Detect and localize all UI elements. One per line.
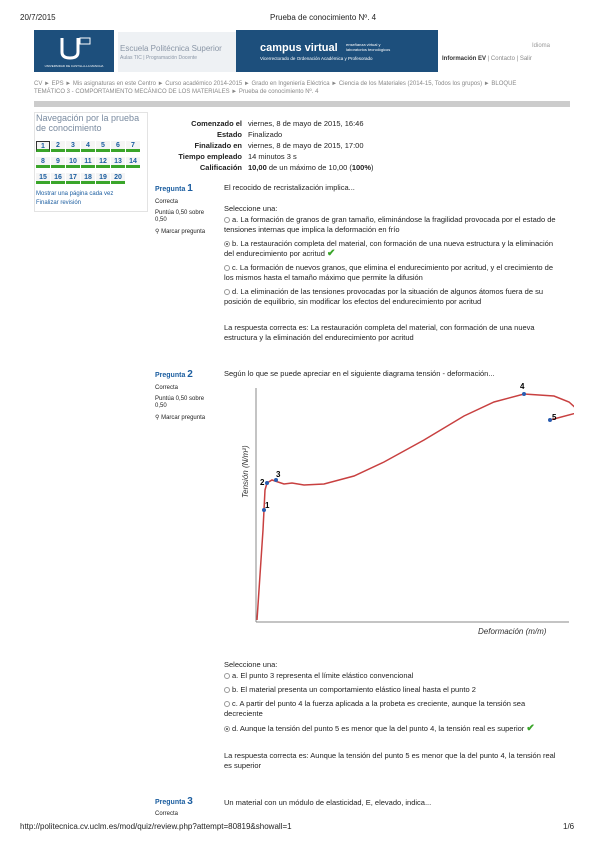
summary-label-state: Estado [216, 130, 242, 139]
summary-label-started: Comenzado el [191, 119, 242, 128]
point-label-1: 1 [265, 501, 270, 510]
question-1-number: 1 [187, 183, 193, 194]
breadcrumb-divider [34, 101, 570, 107]
question-2-title [155, 369, 215, 380]
question-3-status: Correcta [155, 811, 179, 817]
school-banner[interactable] [118, 32, 236, 72]
point-label-3: 3 [276, 470, 281, 479]
nav-question-8[interactable]: 8 [36, 157, 50, 168]
nav-question-17[interactable]: 17 [66, 173, 80, 184]
campus-virtual-banner[interactable] [236, 30, 438, 72]
cv-sub1: enseñanza virtual y [346, 42, 381, 47]
summary-label-grade: Calificación [199, 163, 242, 172]
logo-text: UNIVERSIDAD DE CASTILLA-LA MANCHA [44, 64, 104, 68]
summary-value-started: viernes, 8 de mayo de 2015, 16:46 [248, 119, 364, 128]
nav-question-14[interactable]: 14 [126, 157, 140, 168]
question-1-option-b[interactable] [224, 239, 564, 258]
radio-icon[interactable] [224, 217, 230, 223]
point-label-5: 5 [552, 413, 557, 422]
question-1-label: Pregunta [155, 186, 186, 193]
radio-selected-icon[interactable] [224, 241, 230, 247]
flag-icon: ⚲ [155, 229, 160, 235]
y-axis-label: Tensión (N/m²) [241, 445, 250, 498]
question-3-number: 3 [187, 796, 193, 807]
question-1-select: Seleccione una: [224, 204, 278, 213]
question-2-option-a-text: a. El punto 3 representa el límite elástico convencional [232, 671, 414, 680]
language-link[interactable]: Idioma [532, 43, 551, 49]
school-sub: Aulas TIC | Programación Docente [120, 55, 198, 61]
question-1-option-a[interactable] [224, 215, 564, 234]
question-2-option-b-text: b. El material presenta un comportamiento elástico lineal hasta el punto 2 [232, 685, 476, 694]
grade-close: ) [371, 163, 374, 172]
question-2-option-d-text: d. Aunque la tensión del punto 5 es menor que la del punto 4, la tensión real es superior [232, 724, 525, 733]
point-marker-2 [265, 481, 269, 485]
radio-icon[interactable] [224, 289, 230, 295]
nav-question-2[interactable]: 2 [51, 141, 65, 152]
question-2-feedback: La respuesta correcta es: Aunque la tensión del punto 5 es menor que la del punto 4, la tensión real es superior [224, 751, 556, 770]
stress-strain-curve [257, 394, 574, 620]
nav-question-4[interactable]: 4 [81, 141, 95, 152]
radio-icon[interactable] [224, 673, 230, 679]
nav-question-16[interactable]: 16 [51, 173, 65, 184]
question-1-title [155, 183, 215, 194]
print-title: Prueba de conocimiento Nº. 4 [270, 13, 377, 22]
radio-selected-icon[interactable] [224, 726, 230, 732]
radio-icon[interactable] [224, 265, 230, 271]
question-2-label: Pregunta [155, 372, 186, 379]
summary-label-time: Tiempo empleado [178, 152, 242, 161]
question-2-info [155, 369, 215, 422]
question-1-flag-label: Marcar pregunta [161, 229, 206, 235]
salir-link[interactable]: Salir [519, 56, 532, 62]
check-icon: ✔ [526, 723, 535, 734]
cv-title: campus virtual [260, 42, 338, 54]
question-1-option-a-text: a. La formación de granos de gran tamaño, eliminándose la fragilidad provocada por el estado de tensiones internas que implica la deformación en frío [224, 215, 556, 234]
breadcrumb[interactable] [34, 80, 570, 96]
nav-question-12[interactable]: 12 [96, 157, 110, 168]
summary-value-state: Finalizado [248, 130, 283, 139]
question-1-option-d[interactable] [224, 287, 564, 306]
quiz-navigation-title: Navegación por la prueba de conocimiento [36, 113, 140, 133]
question-3-title [155, 796, 215, 807]
question-2-option-c-text: c. A partir del punto 4 la fuerza aplicada a la probeta es creciente, aunque la tensión sea decreciente [224, 699, 526, 718]
question-2-score: Puntúa 0,50 sobre 0,50 [155, 396, 205, 409]
question-2-status: Correcta [155, 385, 179, 391]
nav-question-1[interactable]: 1 [36, 141, 50, 152]
radio-icon[interactable] [224, 701, 230, 707]
cv-line: Vicerrectorado de Ordenación Académica y Profesorado [260, 56, 373, 61]
question-2-number: 2 [187, 369, 193, 380]
page-number: 1/6 [563, 822, 575, 831]
top-links: Información EV | Contacto | Salir [442, 56, 532, 62]
summary-value-finished: viernes, 8 de mayo de 2015, 17:00 [248, 141, 364, 150]
nav-question-11[interactable]: 11 [81, 157, 95, 168]
nav-question-20[interactable]: 20 [111, 173, 125, 184]
nav-question-10[interactable]: 10 [66, 157, 80, 168]
question-1-option-b-text: b. La restauración completa del material, con formación de una nueva estructura y la eliminación del endurecimiento por acritud [224, 239, 554, 258]
question-3-info [155, 796, 215, 817]
school-name: Escuela Politécnica Superior [120, 44, 222, 53]
flag-icon: ⚲ [155, 415, 160, 421]
question-2-option-c[interactable] [224, 699, 564, 718]
breadcrumb-line1[interactable]: CV ► EPS ► Mis asignaturas en este Centro ► Curso académico 2014-2015 ► Grado en Ingeniería Eléctrica ► Ciencia de los Materiales (2014-15, Todos los grupos) ► BLOQUE [34, 81, 517, 87]
summary-label-finished: Finalizado en [194, 141, 242, 150]
nav-question-3[interactable]: 3 [66, 141, 80, 152]
contacto-link[interactable]: Contacto [490, 56, 515, 62]
question-2-option-a[interactable] [224, 671, 564, 681]
print-date: 20/7/2015 [20, 13, 56, 22]
nav-question-18[interactable]: 18 [81, 173, 95, 184]
question-2-flag-label: Marcar pregunta [161, 415, 206, 421]
point-marker-4 [522, 392, 526, 396]
grade-percent: 100% [351, 163, 372, 172]
question-1-status: Correcta [155, 199, 179, 205]
print-url: http://politecnica.cv.uclm.es/mod/quiz/review.php?attempt=80819&showall=1 [20, 822, 292, 831]
nav-question-9[interactable]: 9 [51, 157, 65, 168]
stress-strain-diagram [224, 380, 574, 640]
grade-score: 10,00 [248, 163, 267, 172]
summary-value-time: 14 minutos 3 s [248, 152, 297, 161]
breadcrumb-line2[interactable]: TEMÁTICO 3 - COMPORTAMIENTO MECÁNICO DE LOS MATERIALES ► Prueba de conocimiento Nº. 4 [34, 89, 319, 95]
question-1-text: El recocido de recristalización implica... [224, 183, 355, 192]
nav-question-6[interactable]: 6 [111, 141, 125, 152]
nav-question-19[interactable]: 19 [96, 173, 110, 184]
question-2-select: Seleccione una: [224, 660, 278, 669]
point-label-4: 4 [520, 382, 525, 391]
nav-question-13[interactable]: 13 [111, 157, 125, 168]
question-3-label: Pregunta [155, 799, 186, 806]
show-one-page-link[interactable]: Mostrar una página cada vez [36, 191, 114, 197]
nav-question-15[interactable]: 15 [36, 173, 50, 184]
cv-sub2: laboratorios tecnológicos [346, 47, 391, 52]
question-1-feedback: La respuesta correcta es: La restauración completa del material, con formación de una nueva estructura y la eliminación del endurecimiento por acritud [224, 323, 535, 342]
info-ev-link[interactable]: Información EV [442, 56, 487, 62]
check-icon: ✔ [327, 247, 336, 259]
radio-icon[interactable] [224, 687, 230, 693]
question-2-option-d[interactable] [224, 724, 564, 734]
grade-max: de un máximo de 10,00 ( [266, 163, 352, 172]
question-2-text: Según lo que se puede apreciar en el siguiente diagrama tensión - deformación... [224, 369, 495, 378]
question-1-option-d-text: d. La eliminación de las tensiones provocadas por la situación de algunos átomos fuera de su posición de equilibrio, sin modificar los efectos del endurecimiento por acritud [224, 287, 544, 306]
finish-review-link[interactable]: Finalizar revisión [36, 200, 82, 206]
question-1-info [155, 183, 215, 236]
question-1-flag[interactable] [155, 229, 215, 236]
nav-question-5[interactable]: 5 [96, 141, 110, 152]
point-label-2: 2 [260, 478, 265, 487]
question-1-option-c-text: c. La formación de nuevos granos, que elimina el endurecimiento por acritud, y el crecimiento de los mismos hasta el tamaño máximo que permite la difusión [224, 263, 554, 282]
university-logo[interactable] [34, 30, 114, 72]
nav-question-7[interactable]: 7 [126, 141, 140, 152]
summary-value-grade [248, 163, 374, 172]
question-1-option-c[interactable] [224, 263, 564, 282]
x-axis-label: Deformación (m/m) [478, 627, 547, 636]
question-2-option-b[interactable] [224, 685, 564, 695]
question-1-score: Puntúa 0,50 sobre 0,50 [155, 210, 205, 223]
question-3-text: Un material con un módulo de elasticidad, E, elevado, indica... [224, 798, 432, 807]
question-2-flag[interactable] [155, 415, 215, 422]
